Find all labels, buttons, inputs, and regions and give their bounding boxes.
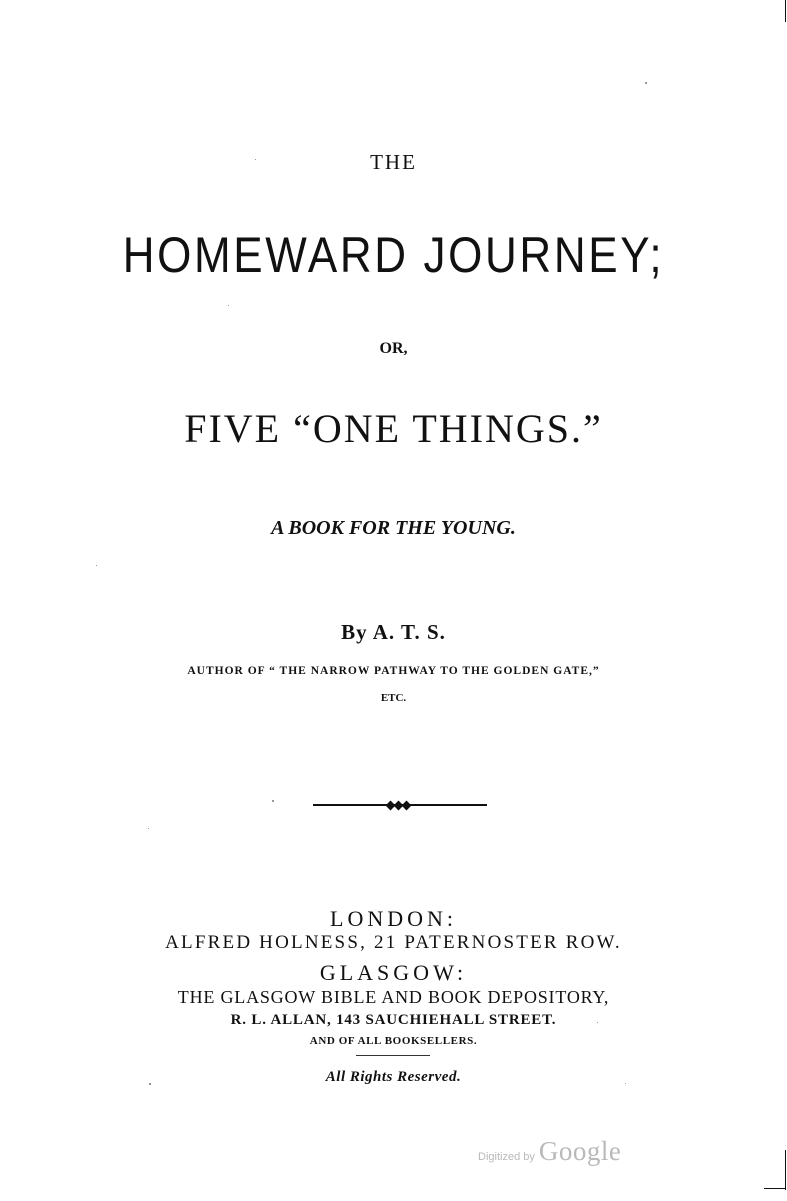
author-note-etc: ETC.	[380, 692, 407, 704]
watermark-brand: Google	[538, 1136, 622, 1166]
scan-speck	[597, 1022, 598, 1023]
title-conjunction: OR,	[379, 340, 408, 357]
book-tagline: A BOOK FOR THE YOUNG.	[271, 517, 516, 539]
scan-edge-mark	[764, 1188, 786, 1189]
imprint-london-publisher: ALFRED HOLNESS, 21 PATERNOSTER ROW.	[165, 932, 622, 953]
scan-speck	[255, 159, 256, 160]
diamond-ornament-icon	[380, 796, 416, 814]
author-previous-work: AUTHOR OF “ THE NARROW PATHWAY TO THE GOLDEN GATE,”	[187, 665, 600, 677]
scan-speck	[96, 565, 97, 566]
diamond-icon	[401, 800, 411, 810]
title-article: THE	[370, 150, 417, 174]
imprint-glasgow-publisher: THE GLASGOW BIBLE AND BOOK DEPOSITORY,	[177, 987, 610, 1007]
book-subtitle: FIVE “ONE THINGS.”	[184, 406, 603, 451]
rights-divider	[356, 1055, 430, 1056]
scan-speck	[149, 1083, 151, 1085]
scan-speck	[625, 1083, 626, 1084]
book-title: HOMEWARD JOURNEY;	[122, 227, 665, 283]
imprint-booksellers: AND OF ALL BOOKSELLERS.	[309, 1035, 478, 1047]
scan-speck	[272, 800, 274, 802]
scan-speck	[228, 305, 229, 306]
scan-edge-mark	[785, 0, 786, 22]
scan-edge-mark	[785, 1150, 786, 1190]
imprint-glasgow-address: R. L. ALLAN, 143 SAUCHIEHALL STREET.	[230, 1012, 557, 1028]
author-byline: By A. T. S.	[341, 620, 446, 644]
scan-speck	[645, 82, 647, 84]
imprint-london-heading: LONDON:	[330, 906, 457, 931]
digitization-watermark	[478, 1136, 621, 1167]
watermark-digitized-label: Digitized by	[478, 1151, 535, 1163]
imprint-glasgow-heading: GLASGOW:	[319, 960, 468, 985]
scan-speck	[148, 828, 149, 829]
rights-notice: All Rights Reserved.	[325, 1069, 462, 1085]
